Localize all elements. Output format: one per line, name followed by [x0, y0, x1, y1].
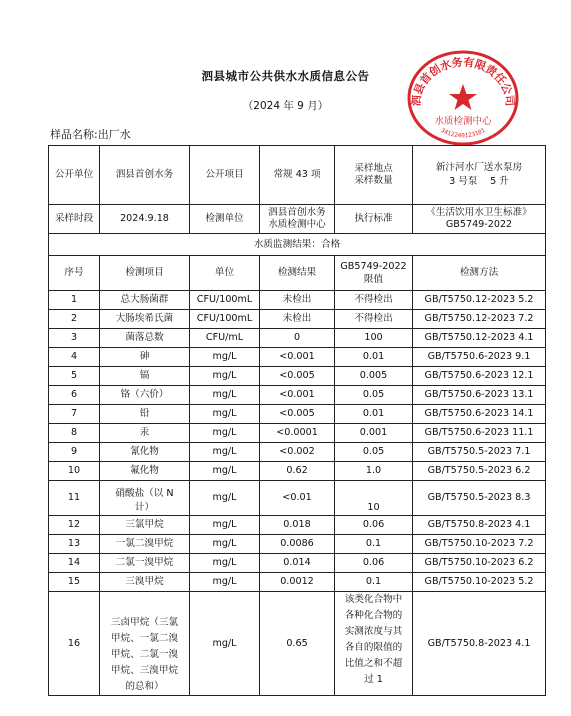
table-row	[49, 516, 546, 535]
row-method: GB/T5750.12-2023 7.2	[413, 310, 546, 329]
col-header-item: 检测项目	[100, 256, 190, 291]
table-row	[49, 481, 546, 516]
seal-dept-text: 水质检测中心	[434, 116, 492, 127]
row-limit: 不得检出	[335, 310, 413, 329]
row-limit: 0.001	[335, 424, 413, 443]
row-item: 硝酸盐（以 N 计）	[100, 481, 190, 516]
row-limit: 100	[335, 329, 413, 348]
row-method: GB/T5750.5-2023 7.1	[413, 443, 546, 462]
info-value: 常规 43 项	[260, 146, 335, 205]
row-item: 大肠埃希氏菌	[100, 310, 190, 329]
row-limit: 10	[335, 481, 413, 516]
row-unit: mg/L	[190, 367, 260, 386]
row-unit: mg/L	[190, 592, 260, 696]
table-row	[49, 592, 546, 696]
row-no: 10	[49, 462, 100, 481]
row-result: 0.62	[260, 462, 335, 481]
row-method: GB/T5750.10-2023 5.2	[413, 573, 546, 592]
row-unit: mg/L	[190, 405, 260, 424]
row-item: 二氯一溴甲烷	[100, 554, 190, 573]
seal-star-icon	[449, 84, 477, 110]
info-value: 《生活饮用水卫生标准》 GB5749-2022	[413, 205, 546, 234]
row-item: 铬（六价）	[100, 386, 190, 405]
row-method: GB/T5750.10-2023 7.2	[413, 535, 546, 554]
row-limit: 该类化合物中 各种化合物的 实测浓度与其 各自的限值的 比值之和不超 过 1	[335, 592, 413, 696]
row-unit: mg/L	[190, 535, 260, 554]
row-no: 2	[49, 310, 100, 329]
row-method: GB/T5750.10-2023 6.2	[413, 554, 546, 573]
row-result: 0	[260, 329, 335, 348]
row-method: GB/T5750.5-2023 8.3	[413, 481, 546, 516]
row-unit: mg/L	[190, 386, 260, 405]
row-method: GB/T5750.5-2023 6.2	[413, 462, 546, 481]
row-no: 3	[49, 329, 100, 348]
row-limit: 0.06	[335, 554, 413, 573]
row-no: 16	[49, 592, 100, 696]
page-title: 泗县城市公共供水水质信息公告	[201, 69, 370, 83]
info-label: 采样地点 采样数量	[335, 146, 413, 205]
page-subtitle: （2024 年 9 月）	[242, 100, 329, 112]
row-no: 13	[49, 535, 100, 554]
table-row	[49, 424, 546, 443]
info-row-2	[49, 205, 546, 234]
col-header-limit: GB5749-2022 限值	[335, 256, 413, 291]
row-limit: 不得检出	[335, 291, 413, 310]
row-result: <0.01	[260, 481, 335, 516]
row-method: GB/T5750.8-2023 4.1	[413, 516, 546, 535]
row-limit: 0.1	[335, 535, 413, 554]
row-result: <0.005	[260, 405, 335, 424]
row-no: 6	[49, 386, 100, 405]
row-unit: CFU/100mL	[190, 291, 260, 310]
col-header-unit: 单位	[190, 256, 260, 291]
row-unit: mg/L	[190, 516, 260, 535]
row-item: 菌落总数	[100, 329, 190, 348]
row-result: <0.005	[260, 367, 335, 386]
info-label: 公开单位	[49, 146, 100, 205]
info-value: 2024.9.18	[100, 205, 190, 234]
column-header-row	[49, 256, 546, 291]
row-item: 三溴甲烷	[100, 573, 190, 592]
row-result: <0.001	[260, 386, 335, 405]
row-item: 铅	[100, 405, 190, 424]
row-method: GB/T5750.6-2023 11.1	[413, 424, 546, 443]
table-row	[49, 310, 546, 329]
row-limit: 0.05	[335, 443, 413, 462]
row-limit: 0.01	[335, 348, 413, 367]
row-item: 总大肠菌群	[100, 291, 190, 310]
row-no: 15	[49, 573, 100, 592]
row-no: 8	[49, 424, 100, 443]
row-item: 氟化物	[100, 462, 190, 481]
row-item: 镉	[100, 367, 190, 386]
official-seal	[404, 46, 522, 146]
info-label: 检测单位	[190, 205, 260, 234]
row-method: GB/T5750.6-2023 12.1	[413, 367, 546, 386]
info-value: 新汴河水厂送水泵房 3 号泵 5 升	[413, 146, 546, 205]
row-no: 5	[49, 367, 100, 386]
row-method: GB/T5750.12-2023 4.1	[413, 329, 546, 348]
row-item: 氰化物	[100, 443, 190, 462]
table-row	[49, 291, 546, 310]
row-method: GB/T5750.6-2023 9.1	[413, 348, 546, 367]
row-result: 未检出	[260, 310, 335, 329]
info-label: 采样时段	[49, 205, 100, 234]
table-row	[49, 554, 546, 573]
row-no: 11	[49, 481, 100, 516]
row-method: GB/T5750.6-2023 13.1	[413, 386, 546, 405]
row-limit: 0.05	[335, 386, 413, 405]
row-item: 三氯甲烷	[100, 516, 190, 535]
row-no: 14	[49, 554, 100, 573]
row-unit: mg/L	[190, 481, 260, 516]
table-row	[49, 535, 546, 554]
row-result: 0.0086	[260, 535, 335, 554]
row-unit: mg/L	[190, 462, 260, 481]
col-header-method: 检测方法	[413, 256, 546, 291]
row-result: 0.014	[260, 554, 335, 573]
water-quality-table	[48, 145, 546, 696]
row-method: GB/T5750.8-2023 4.1	[413, 592, 546, 696]
row-no: 1	[49, 291, 100, 310]
row-unit: mg/L	[190, 348, 260, 367]
row-item: 砷	[100, 348, 190, 367]
row-no: 9	[49, 443, 100, 462]
info-label: 执行标准	[335, 205, 413, 234]
row-limit: 0.06	[335, 516, 413, 535]
row-result: <0.001	[260, 348, 335, 367]
info-value: 泗县首创水务 水质检测中心	[260, 205, 335, 234]
table-row	[49, 329, 546, 348]
table-row	[49, 367, 546, 386]
row-method: GB/T5750.6-2023 14.1	[413, 405, 546, 424]
table-row	[49, 386, 546, 405]
table-row	[49, 573, 546, 592]
row-result: 未检出	[260, 291, 335, 310]
row-result: 0.65	[260, 592, 335, 696]
section-title-row	[49, 234, 546, 256]
svg-text:3412240123101	[439, 127, 486, 140]
info-row-1	[49, 146, 546, 205]
col-header-no: 序号	[49, 256, 100, 291]
col-header-result: 检测结果	[260, 256, 335, 291]
table-row	[49, 462, 546, 481]
seal-company-text: 泗县首创水务有限责任公司	[409, 55, 517, 107]
row-no: 7	[49, 405, 100, 424]
table-row	[49, 348, 546, 367]
info-value: 泗县首创水务	[100, 146, 190, 205]
row-unit: mg/L	[190, 554, 260, 573]
row-result: <0.0001	[260, 424, 335, 443]
row-result: 0.018	[260, 516, 335, 535]
row-method: GB/T5750.12-2023 5.2	[413, 291, 546, 310]
info-label: 公开项目	[190, 146, 260, 205]
row-item: 三卤甲烷（三氯 甲烷、一氯二溴 甲烷、二氯一溴 甲烷、三溴甲烷 的总和）	[100, 592, 190, 696]
row-unit: mg/L	[190, 573, 260, 592]
sample-name: 样品名称:出厂水	[50, 128, 131, 141]
table-row	[49, 443, 546, 462]
row-item: 一氯二溴甲烷	[100, 535, 190, 554]
row-unit: CFU/mL	[190, 329, 260, 348]
row-unit: mg/L	[190, 424, 260, 443]
seal-code-text: 3412240123101	[439, 126, 487, 140]
row-result: 0.0012	[260, 573, 335, 592]
row-item: 汞	[100, 424, 190, 443]
section-title: 水质监测结果：合格	[49, 234, 546, 256]
row-no: 4	[49, 348, 100, 367]
row-limit: 0.01	[335, 405, 413, 424]
table-row	[49, 405, 546, 424]
row-limit: 0.005	[335, 367, 413, 386]
row-limit: 0.1	[335, 573, 413, 592]
row-unit: CFU/100mL	[190, 310, 260, 329]
row-unit: mg/L	[190, 443, 260, 462]
row-no: 12	[49, 516, 100, 535]
row-limit: 1.0	[335, 462, 413, 481]
row-result: <0.002	[260, 443, 335, 462]
